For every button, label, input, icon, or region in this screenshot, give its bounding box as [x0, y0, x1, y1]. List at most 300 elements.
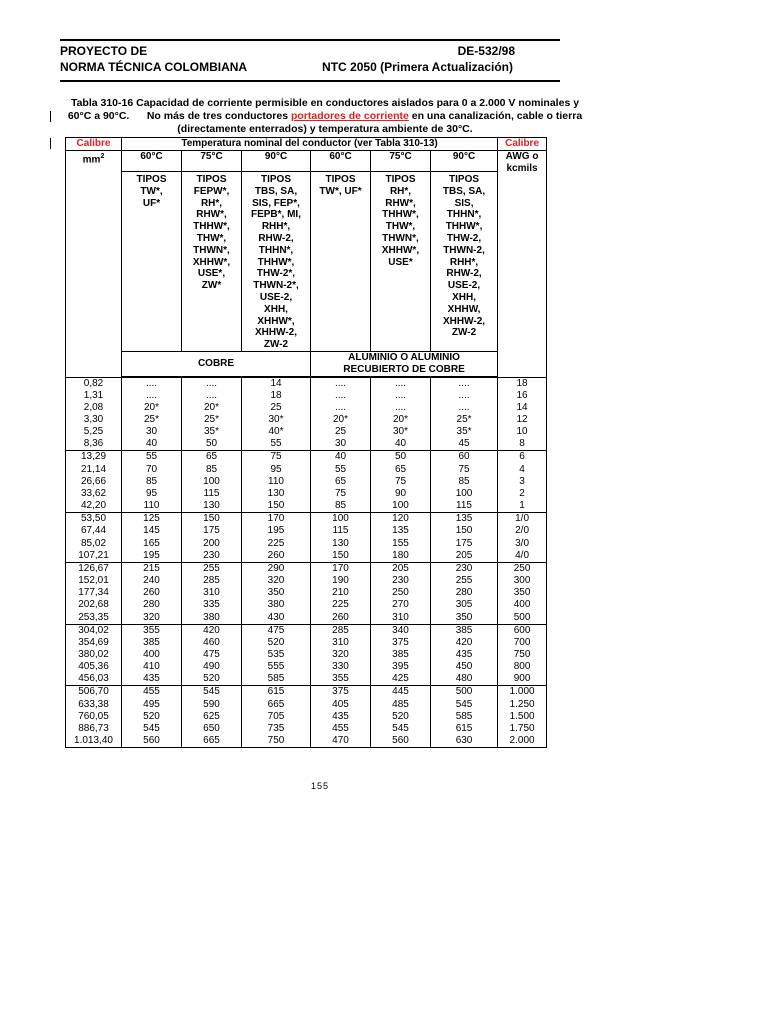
value: 215	[143, 562, 160, 574]
value: 25*	[203, 414, 219, 426]
value: 506,70	[78, 686, 109, 698]
aluminum-label-line-2: RECUBIERTO DE COBRE	[343, 363, 465, 375]
value: 650	[203, 722, 220, 734]
conductor-type: THWN-2*,	[253, 280, 299, 292]
temp-header-al-75: 75°C	[371, 151, 431, 172]
value: 430	[267, 611, 285, 623]
value: 2,08	[83, 401, 104, 413]
aluminum-label-line-1: ALUMINIO O ALUMINIO	[348, 351, 460, 363]
value: 350	[455, 611, 473, 623]
cell-awg	[498, 624, 547, 686]
value: 115	[332, 525, 349, 537]
conductor-type: ZW-2	[451, 327, 477, 339]
cell-mm2	[66, 686, 122, 748]
value: 255	[455, 575, 473, 587]
value: 70	[145, 463, 158, 475]
value: 135	[392, 525, 409, 537]
conductor-type: THHW*,	[193, 221, 230, 233]
value: 130	[332, 537, 349, 549]
caption-line-2	[60, 110, 590, 123]
cell-cu-90	[242, 451, 311, 513]
header-norm-name: NORMA TÉCNICA COLOMBIANA	[60, 60, 248, 74]
value: 21,14	[80, 463, 107, 475]
value: 1.250	[509, 698, 535, 710]
value: 355	[332, 673, 349, 685]
conductor-type: THHW*,	[257, 256, 295, 268]
conductor-type: USE-2,	[259, 291, 293, 303]
conductor-type: ZW-2	[263, 339, 289, 351]
value: 420	[203, 624, 220, 636]
header-rule-top	[60, 39, 560, 41]
value: 50	[394, 451, 407, 463]
value: 95	[270, 463, 282, 475]
value: 355	[143, 624, 160, 636]
value: 485	[392, 698, 409, 710]
table-row-group	[66, 562, 547, 624]
cell-al-75	[371, 562, 431, 624]
header-left	[60, 43, 247, 75]
value: 354,69	[78, 636, 109, 648]
value: 115	[203, 487, 220, 499]
value: 585	[455, 710, 473, 722]
awg-unit-header: AWG o kcmils	[498, 151, 547, 378]
cell-al-90	[431, 562, 498, 624]
value: 175	[203, 525, 220, 537]
conductor-type: SIS, FEP*,	[252, 197, 300, 209]
value: 4	[519, 463, 525, 475]
value: 435	[332, 710, 349, 722]
value: 45	[458, 438, 470, 450]
cell-awg	[498, 451, 547, 513]
value: 535	[267, 648, 285, 660]
cell-mm2	[66, 451, 122, 513]
value: 30	[145, 426, 158, 438]
value: 0,82	[83, 377, 104, 389]
value: 85	[334, 500, 347, 512]
value: 250	[392, 587, 409, 599]
value: 380	[267, 599, 285, 611]
value: 18	[516, 377, 528, 389]
cell-al-90	[431, 451, 498, 513]
value: 8	[519, 438, 525, 450]
conductor-type: XHHW,	[447, 303, 481, 315]
value: 95	[145, 487, 158, 499]
value: ....	[334, 377, 347, 389]
value: 400	[143, 648, 160, 660]
value: 1.000	[509, 686, 535, 698]
cell-al-90	[431, 377, 498, 451]
value: 16	[516, 389, 528, 401]
value: 65	[334, 475, 347, 487]
conductor-type: XHHW-2,	[254, 327, 298, 339]
value: 520	[392, 710, 409, 722]
cell-awg	[498, 513, 547, 563]
header-ntc-code: NTC 2050 (Primera Actualización)	[322, 60, 513, 74]
value: 280	[143, 599, 160, 611]
value: 290	[267, 562, 285, 574]
value: 3/0	[515, 537, 530, 549]
conductor-type: THWN-2,	[443, 244, 485, 256]
value: 520	[267, 636, 285, 648]
value: 470	[332, 735, 349, 747]
conductor-type: TBS, SA,	[254, 185, 298, 197]
value: 150	[267, 500, 285, 512]
value: 2/0	[515, 525, 530, 537]
value: 385	[143, 636, 160, 648]
temp-header-cu-75: 75°C	[182, 151, 242, 172]
value: 480	[455, 673, 473, 685]
value: 225	[267, 537, 285, 549]
value: 630	[455, 735, 473, 747]
value: 255	[203, 562, 220, 574]
value: 225	[332, 599, 349, 611]
cell-al-75	[371, 451, 431, 513]
cell-cu-75	[182, 562, 242, 624]
value: 195	[143, 549, 160, 561]
types-al-90	[431, 172, 498, 352]
value: ....	[458, 401, 470, 413]
table-row-group	[66, 377, 547, 451]
value: 20*	[392, 414, 408, 426]
value: 1	[519, 500, 525, 512]
value: ....	[458, 377, 470, 389]
value: 260	[267, 549, 285, 561]
cell-cu-90	[242, 513, 311, 563]
value: 180	[392, 549, 409, 561]
types-cu-75	[182, 172, 242, 352]
value: ....	[205, 377, 218, 389]
value: 40	[334, 451, 347, 463]
value: ....	[145, 377, 158, 389]
value: 520	[203, 673, 220, 685]
conductor-type: USE*	[388, 256, 413, 268]
temp-header-al-60: 60°C	[311, 151, 371, 172]
value: 800	[513, 661, 531, 673]
value: ....	[334, 389, 347, 401]
value: 320	[332, 648, 349, 660]
header-project: PROYECTO DE	[60, 44, 148, 58]
conductor-type: TW*,	[140, 185, 163, 197]
conductor-type: TBS, SA,	[442, 185, 486, 197]
value: 65	[394, 463, 407, 475]
value: 40	[145, 438, 158, 450]
value: 340	[392, 624, 409, 636]
value: ....	[145, 389, 158, 401]
conductor-type: XHHW*,	[257, 315, 295, 327]
conductor-type: TIPOS	[385, 174, 416, 185]
table-row-group	[66, 624, 547, 686]
value: 30*	[268, 414, 284, 426]
value: 625	[203, 710, 220, 722]
conductor-type: THW-2*,	[256, 268, 296, 280]
conductor-type: THWN*,	[382, 232, 419, 244]
value: 545	[143, 722, 160, 734]
cell-al-60	[311, 624, 371, 686]
conductor-type: TIPOS	[196, 174, 227, 185]
value: 435	[143, 673, 160, 685]
value: 65	[205, 451, 218, 463]
value: 25	[334, 426, 347, 438]
value: 177,34	[78, 587, 109, 599]
value: 735	[267, 722, 285, 734]
value: 405,36	[78, 661, 109, 673]
value: 107,21	[78, 549, 109, 561]
value: 165	[143, 537, 160, 549]
conductor-type: RHW-2,	[258, 232, 294, 244]
value: 4/0	[515, 549, 530, 561]
conductor-type: RH*,	[200, 197, 223, 209]
cell-cu-60	[122, 562, 182, 624]
value: 250	[513, 562, 531, 574]
value: 380,02	[78, 648, 109, 660]
types-cu-60	[122, 172, 182, 352]
value: 375	[332, 686, 349, 698]
value: 150	[332, 549, 349, 561]
value: 450	[455, 661, 473, 673]
value: 750	[513, 648, 531, 660]
value: ....	[458, 389, 470, 401]
value: 285	[203, 575, 220, 587]
caption-line-1: Tabla 310-16 Capacidad de corriente permisible en conductores aislados para 0 a 2.000 V nominales y	[70, 97, 580, 109]
cell-al-60	[311, 377, 371, 451]
value: 85,02	[80, 537, 107, 549]
value: 35*	[203, 426, 219, 438]
value: 750	[267, 735, 285, 747]
calibre-left-header: Calibre	[66, 138, 122, 151]
value: 320	[143, 611, 160, 623]
value: 170	[267, 513, 285, 525]
value: 500	[455, 686, 473, 698]
conductor-type: FEPB*, MI,	[250, 209, 301, 221]
ampacity-table	[65, 137, 547, 748]
value: 110	[268, 475, 284, 487]
conductor-type: THHN*,	[258, 244, 294, 256]
value: 40*	[268, 426, 284, 438]
conductor-type: THHW*,	[382, 209, 419, 221]
value: 600	[513, 624, 531, 636]
types-al-60	[311, 172, 371, 352]
value: ....	[205, 389, 218, 401]
conductor-type: TW*, UF*	[319, 185, 362, 197]
value: 886,73	[78, 722, 109, 734]
value: 55	[334, 463, 347, 475]
value: 2	[519, 487, 525, 499]
value: 152,01	[78, 575, 109, 587]
value: 125	[143, 513, 160, 525]
value: ....	[394, 389, 407, 401]
value: 350	[513, 587, 531, 599]
temp-header-cu-90: 90°C	[242, 151, 311, 172]
value: 495	[143, 698, 160, 710]
cell-al-60	[311, 513, 371, 563]
value: 18	[270, 389, 282, 401]
cell-cu-75	[182, 513, 242, 563]
conductor-type: RHW*,	[385, 197, 416, 209]
value: 55	[270, 438, 282, 450]
cell-cu-75	[182, 377, 242, 451]
cell-awg	[498, 686, 547, 748]
cell-cu-75	[182, 451, 242, 513]
value: 455	[332, 722, 349, 734]
caption-highlight: portadores de corriente	[290, 110, 409, 122]
conductor-type: SIS,	[454, 197, 474, 209]
conductor-type: THW*,	[196, 232, 227, 244]
conductor-type: FEPW*,	[193, 185, 230, 197]
conductor-type: THWN*,	[193, 244, 230, 256]
value: 900	[513, 673, 531, 685]
cell-cu-60	[122, 451, 182, 513]
value: 260	[332, 611, 349, 623]
value: 90	[394, 487, 407, 499]
value: 175	[455, 537, 473, 549]
conductor-type: XHHW*,	[192, 256, 231, 268]
value: 115	[456, 500, 472, 512]
value: 545	[203, 686, 220, 698]
value: 33,62	[80, 487, 107, 499]
table-caption	[60, 97, 590, 136]
value: 280	[455, 587, 473, 599]
value: 330	[332, 661, 349, 673]
value: 205	[455, 549, 473, 561]
value: 560	[143, 735, 160, 747]
table-row-group	[66, 513, 547, 563]
value: 425	[392, 673, 409, 685]
value: 8,36	[83, 438, 104, 450]
conductor-type: THW*,	[385, 221, 416, 233]
value: 456,03	[78, 673, 109, 685]
cell-awg	[498, 377, 547, 451]
value: 14	[270, 377, 282, 389]
conductor-type: TIPOS	[449, 174, 480, 185]
value: 20*	[143, 401, 159, 413]
conductor-type: XHH,	[452, 291, 476, 303]
value: 320	[267, 575, 285, 587]
cell-al-90	[431, 686, 498, 748]
value: 350	[267, 587, 285, 599]
page-number: 155	[310, 781, 330, 791]
value: 665	[267, 698, 285, 710]
conductor-type: RHH*,	[261, 221, 291, 233]
cell-cu-90	[242, 377, 311, 451]
value: 260	[143, 587, 160, 599]
conductor-type: THW-2,	[446, 232, 482, 244]
cell-mm2	[66, 562, 122, 624]
value: 633,38	[78, 698, 109, 710]
value: 285	[332, 624, 349, 636]
cell-al-75	[371, 513, 431, 563]
value: 190	[332, 575, 349, 587]
conductor-type: ZW*	[201, 280, 222, 292]
value: 30*	[392, 426, 408, 438]
value: 135	[455, 513, 473, 525]
conductor-type: TIPOS	[325, 174, 356, 185]
temperature-header: Temperatura nominal del conductor (ver Tabla 310-13)	[122, 138, 498, 151]
value: 120	[392, 513, 409, 525]
value: 13,29	[80, 451, 107, 463]
value: 700	[513, 636, 531, 648]
value: 1.500	[509, 710, 535, 722]
value: 335	[203, 599, 220, 611]
value: 310	[203, 587, 220, 599]
value: 1,31	[83, 389, 104, 401]
caption-line-2-post: en una canalización, cable o tierra	[408, 110, 583, 122]
value: 230	[203, 549, 220, 561]
cell-cu-60	[122, 513, 182, 563]
cell-mm2	[66, 377, 122, 451]
value: 100	[455, 487, 473, 499]
cell-al-60	[311, 451, 371, 513]
cell-al-60	[311, 686, 371, 748]
cell-al-60	[311, 562, 371, 624]
value: 100	[332, 513, 349, 525]
value: 60	[458, 451, 470, 463]
conductor-type: RHH*,	[449, 256, 479, 268]
value: 67,44	[80, 525, 107, 537]
cell-al-90	[431, 624, 498, 686]
value: 253,35	[78, 611, 109, 623]
value: ....	[394, 377, 407, 389]
value: 130	[203, 500, 220, 512]
value: 380	[203, 611, 220, 623]
value: 230	[455, 562, 473, 574]
value: 665	[203, 735, 220, 747]
value: 100	[203, 475, 220, 487]
value: 475	[203, 648, 220, 660]
conductor-type: USE-2,	[447, 280, 481, 292]
change-bar	[50, 138, 51, 149]
value: 150	[203, 513, 220, 525]
cell-cu-75	[182, 686, 242, 748]
value: 12	[516, 414, 528, 426]
copper-label: COBRE	[122, 351, 311, 376]
value: 14	[516, 401, 528, 413]
caption-line-3: (directamente enterrados) y temperatura ambiente de 30°C.	[177, 123, 473, 135]
change-bar	[50, 111, 51, 122]
value: 155	[392, 537, 409, 549]
cell-cu-60	[122, 377, 182, 451]
value: 20*	[332, 414, 348, 426]
conductor-type: RHW-2,	[446, 268, 482, 280]
conductor-type: TIPOS	[260, 174, 291, 185]
mm-label: mm	[82, 154, 101, 166]
value: 2.000	[509, 735, 535, 747]
value: 40	[394, 438, 407, 450]
value: 420	[455, 636, 473, 648]
cell-awg	[498, 562, 547, 624]
value: 545	[392, 722, 409, 734]
value: 195	[267, 525, 285, 537]
value: 205	[392, 562, 409, 574]
value: 75	[270, 451, 282, 463]
value: 305	[455, 599, 473, 611]
value: 30	[334, 438, 347, 450]
value: 26,66	[80, 475, 107, 487]
value: 85	[205, 463, 218, 475]
value: 435	[455, 648, 473, 660]
conductor-type: THHW*,	[445, 221, 483, 233]
value: 110	[143, 500, 160, 512]
value: 210	[332, 587, 349, 599]
value: 500	[513, 611, 531, 623]
value: 615	[455, 722, 473, 734]
value: 385	[455, 624, 473, 636]
value: 590	[203, 698, 220, 710]
value: 760,05	[78, 710, 109, 722]
value: 555	[267, 661, 285, 673]
value: 6	[519, 451, 525, 463]
value: ....	[394, 401, 407, 413]
cell-mm2	[66, 513, 122, 563]
